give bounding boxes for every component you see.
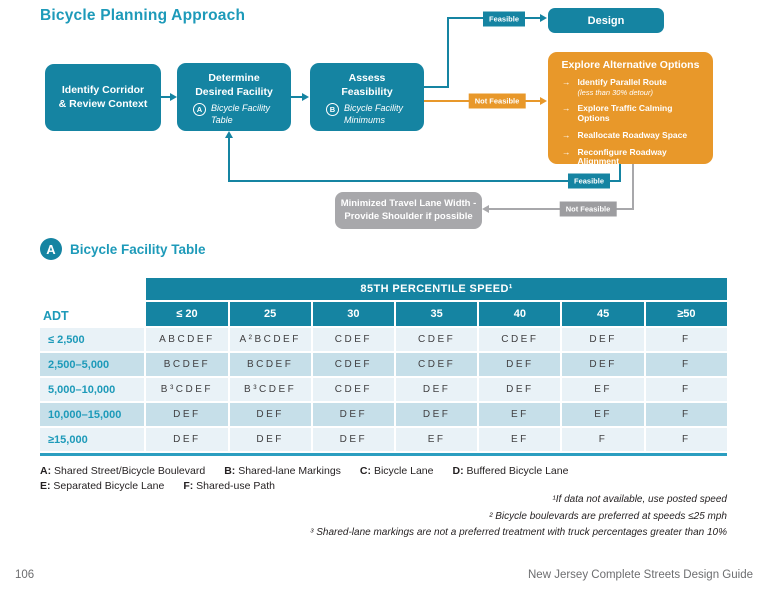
subnote-line: Minimums — [344, 114, 386, 125]
footnote: ¹If data not available, use posted speed — [552, 494, 727, 505]
table-header-row — [40, 278, 727, 300]
facility-cell: F — [646, 378, 727, 401]
legend-item — [224, 464, 341, 479]
explore-item — [557, 131, 704, 141]
facility-cell: F — [646, 428, 727, 451]
assess-feasibility-box — [310, 63, 424, 131]
explore-item-text — [578, 78, 667, 97]
arrow-right-icon: → — [562, 146, 571, 157]
facility-cell: ABCDEF — [146, 328, 227, 351]
legend-label: Bicycle Lane — [373, 465, 434, 477]
legend-key: B: — [224, 465, 236, 477]
facility-cell: EF — [479, 403, 560, 426]
facility-table-section-heading — [40, 238, 206, 260]
legend-key: F: — [183, 480, 194, 492]
facility-table — [38, 276, 729, 453]
adt-column-header: ADT — [43, 309, 69, 323]
facility-cell: EF — [562, 403, 643, 426]
legend-key: C: — [359, 465, 372, 477]
page-title: Bicycle Planning Approach — [40, 7, 246, 24]
section-title: Bicycle Facility Table — [70, 241, 206, 257]
facility-cell: F — [646, 403, 727, 426]
arrow-right-icon: → — [562, 77, 571, 87]
table-header-row — [40, 302, 727, 326]
table-row — [40, 328, 727, 351]
explore-item-label: Identify Parallel Route — [577, 77, 667, 87]
explore-item — [557, 148, 704, 168]
facility-legend — [40, 464, 729, 494]
page-footer — [15, 569, 753, 581]
speed-column-header: 30 — [313, 302, 394, 326]
feasible-badge: Feasible — [568, 174, 610, 189]
arrowhead-right-icon — [540, 14, 547, 22]
facility-cell: EF — [396, 428, 477, 451]
facility-cell: B³CDEF — [230, 378, 311, 401]
box-text: & Review Context — [58, 97, 148, 110]
bicycle-facility-table — [38, 276, 729, 456]
box-subnote — [310, 103, 424, 126]
adt-row-label: ≥15,000 — [40, 428, 144, 451]
page-number: 106 — [15, 569, 35, 581]
box-text: Provide Shoulder if possible — [344, 210, 473, 222]
speed-column-header: 25 — [230, 302, 311, 326]
table-row — [40, 428, 727, 451]
identify-corridor-box — [45, 64, 161, 131]
legend-key: E: — [40, 480, 51, 492]
legend-item — [40, 464, 205, 479]
facility-cell: CDEF — [479, 328, 560, 351]
facility-cell: EF — [479, 428, 560, 451]
legend-key: D: — [452, 465, 464, 477]
explore-item — [557, 104, 704, 124]
explore-item-label: Reallocate Roadway Space — [577, 129, 688, 140]
facility-cell: DEF — [230, 428, 311, 451]
facility-cell: DEF — [562, 328, 643, 351]
footnote: ³ Shared-lane markings are not a preferred treatment with truck percentages greater than 10% — [310, 527, 727, 538]
box-text: Desired Facility — [195, 85, 273, 98]
facility-cell: CDEF — [313, 378, 394, 401]
connector-segment — [422, 86, 449, 88]
box-text: Minimized Travel Lane Width - — [340, 198, 477, 210]
box-text: Determine — [208, 72, 260, 84]
legend-key: A: — [40, 465, 52, 477]
box-text: Feasibility — [341, 85, 393, 98]
speed-column-header: 35 — [396, 302, 477, 326]
speed-column-header: ≥50 — [646, 302, 727, 326]
facility-cell: DEF — [479, 378, 560, 401]
adt-row-label: 10,000–15,000 — [40, 403, 144, 426]
table-row — [40, 403, 727, 426]
connector-segment — [228, 180, 621, 182]
facility-cell: DEF — [313, 403, 394, 426]
not-feasible-badge: Not Feasible — [469, 94, 526, 109]
footnote: ² Bicycle boulevards are preferred at speeds ≤25 mph — [489, 510, 727, 522]
span-header: 85TH PERCENTILE SPEED¹ — [146, 278, 727, 300]
table-row — [40, 378, 727, 401]
facility-cell: EF — [562, 378, 643, 401]
arrowhead-right-icon — [540, 97, 547, 105]
subnote-line: Table — [211, 114, 233, 125]
box-subnote — [177, 103, 291, 126]
legend-item — [360, 464, 434, 479]
explore-item-label: Reconfigure Roadway Alignment — [577, 146, 667, 167]
facility-cell: BCDEF — [230, 353, 311, 376]
facility-cell: BCDEF — [146, 353, 227, 376]
legend-label: Shared Street/Bicycle Boulevard — [54, 465, 206, 477]
table-bottom-border — [40, 453, 727, 456]
facility-cell: DEF — [396, 378, 477, 401]
facility-cell: F — [646, 328, 727, 351]
arrowhead-up-icon — [225, 131, 233, 138]
blank-header-cell — [40, 278, 144, 300]
circle-a-badge: A — [40, 238, 62, 260]
legend-label: Buffered Bicycle Lane — [466, 465, 569, 477]
speed-column-header: 45 — [562, 302, 643, 326]
connector-segment — [228, 137, 230, 182]
circle-a-icon: A — [193, 103, 206, 116]
speed-column-header: 40 — [479, 302, 560, 326]
explore-item — [557, 78, 704, 97]
explore-alternative-options-box — [548, 52, 713, 167]
connector-segment — [632, 163, 634, 209]
explore-item-label: Explore Traffic Calming Options — [577, 103, 673, 124]
facility-cell: A²BCDEF — [230, 328, 311, 351]
arrowhead-right-icon — [302, 93, 309, 101]
facility-cell: CDEF — [396, 328, 477, 351]
doc-title: New Jersey Complete Streets Design Guide — [528, 569, 753, 581]
speed-column-header: ≤ 20 — [146, 302, 227, 326]
arrow-right-icon: → — [562, 129, 571, 140]
facility-cell: CDEF — [396, 353, 477, 376]
legend-label: Separated Bicycle Lane — [53, 480, 165, 492]
arrowhead-left-icon — [482, 205, 489, 213]
legend-row — [40, 464, 729, 479]
facility-cell: DEF — [230, 403, 311, 426]
explore-item-note: (less than 30% detour) — [577, 87, 653, 97]
legend-item — [452, 464, 568, 479]
design-box: Design — [548, 8, 664, 33]
facility-cell: DEF — [146, 403, 227, 426]
arrowhead-right-icon — [170, 93, 177, 101]
table-row — [40, 353, 727, 376]
legend-label: Shared-lane Markings — [238, 465, 341, 477]
facility-cell: DEF — [562, 353, 643, 376]
adt-row-label: ≤ 2,500 — [40, 328, 144, 351]
footnotes — [40, 492, 727, 542]
legend-label: Shared-use Path — [196, 480, 275, 492]
facility-cell: B³CDEF — [146, 378, 227, 401]
box-subnote-text — [344, 103, 403, 126]
minimized-travel-lane-box — [335, 192, 482, 229]
subnote-line: Bicycle Facility — [211, 103, 271, 114]
facility-cell: CDEF — [313, 328, 394, 351]
facility-cell: DEF — [479, 353, 560, 376]
feasible-badge: Feasible — [483, 12, 525, 27]
adt-row-label: 2,500–5,000 — [40, 353, 144, 376]
box-subnote-text — [211, 103, 270, 126]
facility-cell: F — [646, 353, 727, 376]
facility-cell: CDEF — [313, 353, 394, 376]
explore-title: Explore Alternative Options — [561, 59, 700, 71]
connector-segment — [447, 17, 449, 88]
circle-b-icon: B — [326, 103, 339, 116]
facility-cell: F — [562, 428, 643, 451]
facility-cell: DEF — [313, 428, 394, 451]
not-feasible-badge: Not Feasible — [560, 202, 617, 217]
box-text: Identify Corridor — [61, 83, 145, 96]
facility-cell: DEF — [396, 403, 477, 426]
adt-row-label: 5,000–10,000 — [40, 378, 144, 401]
arrow-right-icon: → — [562, 103, 571, 114]
determine-desired-facility-box — [177, 63, 291, 131]
facility-cell: DEF — [146, 428, 227, 451]
box-text: Assess — [348, 72, 386, 84]
subnote-line: Bicycle Facility — [344, 103, 404, 114]
